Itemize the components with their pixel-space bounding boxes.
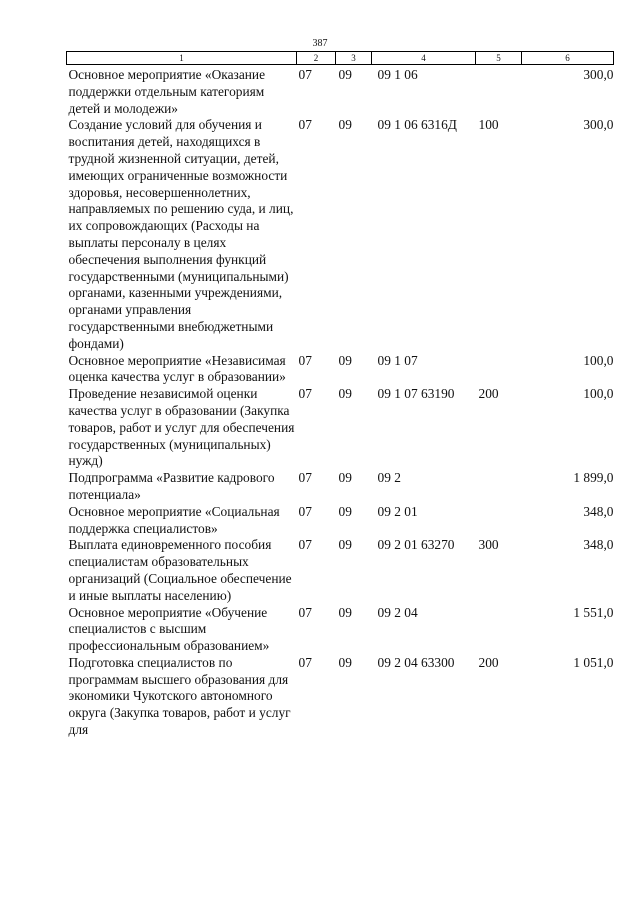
row-section: 07 xyxy=(298,537,312,553)
row-section: 07 xyxy=(298,67,312,82)
row-expense-type: 100 xyxy=(478,117,499,133)
row-section: 07 xyxy=(298,117,312,133)
row-section: 07 xyxy=(298,352,312,368)
row-target-article: 09 2 04 xyxy=(377,604,418,620)
row-target-article: 09 2 xyxy=(377,470,401,486)
row-subsection: 09 xyxy=(338,654,352,670)
row-target-article: 09 2 01 63270 xyxy=(377,537,455,553)
row-name: Создание условий для обучения и воспитания детей, находящихся в трудной жизненной ситуации, детей, имеющих ограниченные возможности здоровья, несовершеннолетних, направляемых по решению суда, и лиц, их сопровождающих (Расходы на выплаты персоналу в целях обеспечения выполнения функций государственными (муниципальными) органами, казенными учреждениями, органами управления государственными внебюджетными фондами) xyxy=(68,117,294,351)
row-subsection: 09 xyxy=(338,604,352,620)
row-expense-type: 300 xyxy=(478,537,499,553)
row-subsection: 09 xyxy=(338,470,352,486)
header-col-3: 3 xyxy=(336,52,372,65)
row-subsection: 09 xyxy=(338,503,352,519)
row-name: Проведение независимой оценки качества услуг в образовании (Закупка товаров, работ и услуг для обеспечения государственных (муниципальных) нужд) xyxy=(68,386,295,469)
row-amount: 1 551,0 xyxy=(573,604,614,620)
row-amount: 1 051,0 xyxy=(573,654,614,670)
row-name: Основное мероприятие «Социальная поддержка специалистов» xyxy=(68,503,280,536)
row-expense-type xyxy=(476,470,522,504)
row-name: Выплата единовременного пособия специалистам образовательных организаций (Социальное обеспечение и иные выплаты населению) xyxy=(68,537,292,603)
row-name: Основное мероприятие «Оказание поддержки отдельным категориям детей и молодежи» xyxy=(68,67,266,116)
table-row xyxy=(67,504,614,538)
row-section: 07 xyxy=(298,386,312,402)
table-row xyxy=(67,655,614,739)
row-subsection: 09 xyxy=(338,117,352,133)
row-amount: 300,0 xyxy=(583,67,614,82)
table-row xyxy=(67,353,614,387)
budget-table xyxy=(66,51,614,739)
row-expense-type xyxy=(476,504,522,538)
header-col-4: 4 xyxy=(372,52,476,65)
header-col-6: 6 xyxy=(522,52,614,65)
row-target-article: 09 1 06 6316Д xyxy=(377,117,457,133)
table-row xyxy=(67,605,614,655)
table-row xyxy=(67,117,614,352)
row-amount: 348,0 xyxy=(583,503,614,519)
row-name: Основное мероприятие «Обучение специалистов с высшим профессиональным образованием» xyxy=(68,604,270,654)
row-amount: 100,0 xyxy=(583,386,614,402)
row-section: 07 xyxy=(298,654,312,670)
header-col-2: 2 xyxy=(297,52,336,65)
row-name: Основное мероприятие «Независимая оценка качества услуг в образовании» xyxy=(68,352,286,385)
row-amount: 300,0 xyxy=(583,117,614,133)
row-subsection: 09 xyxy=(338,67,352,82)
row-target-article: 09 2 04 63300 xyxy=(377,654,455,670)
row-subsection: 09 xyxy=(338,352,352,368)
row-section: 07 xyxy=(298,470,312,486)
row-expense-type xyxy=(476,65,522,118)
table-header-row xyxy=(67,52,614,65)
row-name: Подпрограмма «Развитие кадрового потенциала» xyxy=(68,470,275,502)
row-expense-type: 200 xyxy=(478,386,499,402)
header-col-5: 5 xyxy=(476,52,522,65)
row-section: 07 xyxy=(298,604,312,620)
table-row xyxy=(67,386,614,470)
row-section: 07 xyxy=(298,503,312,519)
table-row xyxy=(67,470,614,504)
row-target-article: 09 1 06 xyxy=(377,67,418,82)
row-subsection: 09 xyxy=(338,537,352,553)
row-target-article: 09 1 07 xyxy=(377,352,418,368)
table-row xyxy=(67,65,614,118)
row-amount: 348,0 xyxy=(583,537,614,553)
table-row xyxy=(67,537,614,604)
row-amount: 1 899,0 xyxy=(573,470,614,486)
row-name: Подготовка специалистов по программам высшего образования для экономики Чукотского автономного округа (Закупка товаров, работ и услуг для xyxy=(68,654,291,738)
row-target-article: 09 1 07 63190 xyxy=(377,386,455,402)
row-expense-type xyxy=(476,605,522,655)
header-col-1: 1 xyxy=(67,52,297,65)
page-number: 387 xyxy=(312,38,328,49)
row-expense-type: 200 xyxy=(478,654,499,670)
row-amount: 100,0 xyxy=(583,352,614,368)
row-target-article: 09 2 01 xyxy=(377,503,418,519)
row-subsection: 09 xyxy=(338,386,352,402)
row-expense-type xyxy=(476,353,522,387)
